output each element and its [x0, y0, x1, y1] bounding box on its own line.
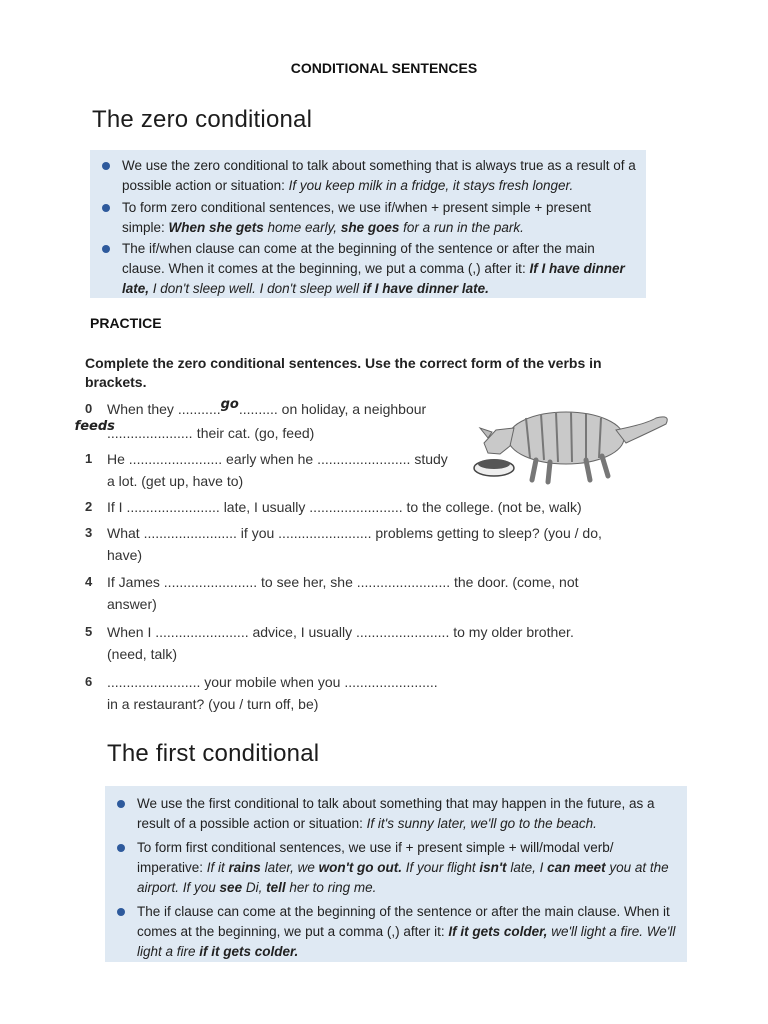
bullet-example: if I have dinner late.: [362, 281, 489, 296]
exercise-text: When I ........................ advice, I usually ........................ to my older brother.: [107, 624, 574, 640]
bullet-icon: [117, 908, 125, 916]
exercise-number: 6: [85, 674, 93, 689]
exercise-item-4: [85, 571, 579, 615]
exercise-item-1: [85, 448, 448, 492]
first-bullet-2: [105, 838, 677, 898]
bullet-icon: [117, 800, 125, 808]
answer-blank: ..........: [238, 401, 278, 417]
first-conditional-info-box: [105, 786, 687, 962]
bullet-example: late, I: [506, 860, 548, 875]
bullet-icon: [102, 204, 110, 212]
exercise-text: If James ........................ to see her, she ........................ the door. (come, not: [107, 574, 579, 590]
exercise-number: 5: [85, 624, 93, 639]
bullet-example: see: [219, 880, 243, 895]
exercise-text: their cat. (go, feed): [192, 425, 315, 441]
exercise-text: (need, talk): [107, 646, 178, 662]
bullet-text: To form zero conditional sentences, we use if/when + present simple + present simple:: [122, 200, 591, 235]
exercise-item-2: [85, 496, 582, 518]
bullet-icon: [102, 162, 110, 170]
bullet-example: tell: [266, 880, 286, 895]
practice-label: PRACTICE: [90, 315, 162, 331]
exercise-text: have): [107, 547, 143, 563]
practice-instruction: Complete the zero conditional sentences. Use the correct form of the verbs in brackets.: [85, 355, 602, 390]
bullet-example: home early,: [263, 220, 341, 235]
exercise-text: If I ........................ late, I usually ........................ to the college. (not be, walk): [107, 499, 582, 515]
zero-bullet-3: [90, 239, 636, 299]
exercise-number: 4: [85, 574, 93, 589]
bullet-text: The if/when clause can come at the beginning of the sentence or after the main clause. When it comes at the beginning, we put a comma (,) after it:: [122, 241, 595, 276]
exercise-number: 3: [85, 525, 93, 540]
exercise-item-5: [85, 621, 574, 665]
exercise-text: When they: [107, 401, 178, 417]
exercise-text: on holiday, a neighbour: [277, 401, 427, 417]
exercise-text: He ........................ early when he ........................ study: [107, 451, 448, 467]
bullet-example: her to ring me.: [285, 880, 377, 895]
handwritten-answer: go: [220, 397, 239, 412]
bullet-example: If I have dinner late,: [122, 261, 625, 296]
zero-bullet-1: [90, 156, 636, 196]
bullet-text: We use the first conditional to talk about something that may happen in the future, as a result of a possible action or situation:: [137, 796, 655, 831]
answer-blank: ......................: [107, 425, 193, 441]
zero-bullet-2: [90, 198, 636, 238]
bullet-example: we'll light a fire. We'll light a fire: [137, 924, 676, 959]
bullet-example: If it gets colder,: [448, 924, 548, 939]
exercise-item-3: [85, 522, 602, 566]
bullet-example: Di,: [242, 880, 267, 895]
bullet-example: If you keep milk in a fridge, it stays fresh longer.: [288, 178, 574, 193]
first-bullet-3: [105, 902, 677, 962]
exercise-item-6: [85, 671, 438, 715]
exercise-text: a lot. (get up, have to): [107, 473, 244, 489]
exercise-number: 2: [85, 499, 93, 514]
bullet-example: won't go out.: [318, 860, 403, 875]
bullet-example: for a run in the park.: [399, 220, 524, 235]
zero-conditional-heading: The zero conditional: [92, 106, 313, 133]
exercise-number: 0: [85, 401, 93, 416]
cat-eating-illustration: [466, 388, 676, 488]
bullet-example: she goes: [340, 220, 400, 235]
exercise-text: ........................ your mobile when you ........................: [107, 674, 438, 690]
exercise-item-0: [74, 397, 427, 446]
exercise-text: in a restaurant? (you / turn off, be): [107, 696, 319, 712]
bullet-example: When she gets: [168, 220, 264, 235]
bullet-icon: [102, 245, 110, 253]
bullet-example: if it gets colder.: [199, 944, 299, 959]
bullet-example: later, we: [260, 860, 319, 875]
bullet-example: can meet: [547, 860, 606, 875]
first-conditional-heading: The first conditional: [107, 740, 320, 767]
bullet-example: If it's sunny later, we'll go to the beach.: [366, 816, 597, 831]
answer-blank: ...........: [177, 401, 221, 417]
exercise-number: 1: [85, 451, 93, 466]
bullet-text: To form first conditional sentences, we use if + present simple + will/modal verb/ imperative:: [137, 840, 614, 875]
first-bullet-1: [105, 794, 677, 834]
bullet-text: We use the zero conditional to talk about something that is always true as a result of a possible action or situation:: [122, 158, 636, 193]
handwritten-answer: feeds: [74, 419, 115, 434]
bullet-example: If it: [206, 860, 229, 875]
zero-conditional-info-box: [90, 150, 646, 298]
exercise-text: What ........................ if you ........................ problems getting to sleep? (you / do,: [107, 525, 602, 541]
bullet-icon: [117, 844, 125, 852]
bullet-example: If your flight: [402, 860, 480, 875]
page-title: CONDITIONAL SENTENCES: [290, 60, 478, 76]
bullet-example: you at the airport. If you: [137, 860, 669, 895]
bullet-text: The if clause can come at the beginning of the sentence or after the main clause. When it comes at the beginning, we put a comma (,) after it:: [137, 904, 670, 939]
bullet-example: rains: [228, 860, 261, 875]
bullet-example: isn't: [479, 860, 507, 875]
bullet-example: I don't sleep well. I don't sleep well: [149, 281, 363, 296]
exercise-text: answer): [107, 596, 157, 612]
